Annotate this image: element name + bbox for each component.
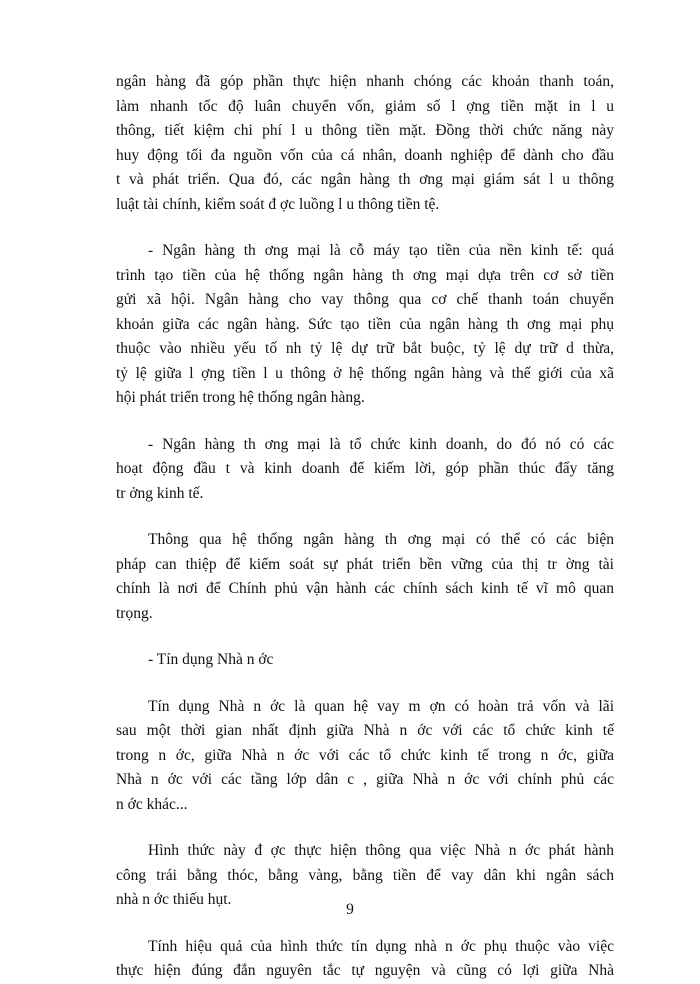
text-line: trọng. [116,604,153,622]
text-line: hoạt động đầu t và kinh doanh để kiếm lời, góp phần thúc đẩy tăng [116,460,614,477]
text-line: - Tín dụng Nhà n ớc [148,651,274,668]
paragraph-3 [116,433,614,507]
text-line: khoản giữa các ngân hàng. Sức tạo tiền của ngân hàng th ơng mại phụ [116,315,614,333]
text-line: t và phát triển. Qua đó, các ngân hàng th ơng mại giám sát l u thông [116,171,614,188]
text-line: thuộc vào nhiều yếu tố nh tỷ lệ dự trữ bắt buộc, tỷ lệ dự trữ d thừa, [116,340,614,357]
section-heading [116,648,614,673]
paragraph-5 [116,695,614,818]
text-line: nhà n ớc thiếu hụt. [116,891,232,908]
text-line: - Ngân hàng th ơng mại là tổ chức kinh doanh, do đó nó có các [148,435,614,453]
text-line: gửi xã hội. Ngân hàng cho vay thông qua cơ chế thanh toán chuyển [116,291,614,308]
page-number: 9 [346,901,354,918]
text-line: hội phát triển trong hệ thống ngân hàng. [116,389,365,406]
text-line: n ớc khác... [116,795,188,813]
text-line: - Ngân hàng th ơng mại là cỗ máy tạo tiền của nền kinh tế: quá [148,242,614,259]
text-line: Thông qua hệ thống ngân hàng th ơng mại có thể có các biện [148,531,614,548]
text-line: pháp can thiệp để kiểm soát sự phát triển bền vững của thị tr ờng tài [116,555,614,573]
text-line: trình tạo tiền của hệ thống ngân hàng th ơng mại dựa trên cơ sở tiền [116,266,614,284]
text-line: chính là nơi để Chính phủ vận hành các chính sách kinh tế vĩ mô quan [116,580,614,597]
text-line: Tín dụng Nhà n ớc là quan hệ vay m ợn có hoàn trả vốn và lãi [148,697,614,715]
text-line: ngân hàng đã góp phần thực hiện nhanh chóng các khoản thanh toán, [116,73,614,90]
text-line: luật tài chính, kiểm soát đ ợc luồng l u thông tiền tệ. [116,195,440,213]
text-line: thông, tiết kiệm chi phí l u thông tiền mặt. Đồng thời chức năng này [116,122,614,139]
page-body [116,70,614,984]
paragraph-7 [116,935,614,984]
text-line: thực hiện đúng đắn nguyên tắc tự nguyện và cũng có lợi giữa Nhà [116,962,614,979]
text-line: tr ởng kinh tế. [116,484,204,502]
text-line: Tính hiệu quả của hình thức tín dụng nhà n ớc phụ thuộc vào việc [148,937,614,955]
text-line: huy động tối đa nguồn vốn của cá nhân, doanh nghiệp để dành cho đầu [116,146,614,164]
text-line: trong n ớc, giữa Nhà n ớc với các tổ chức kinh tế trong n ớc, giữa [116,746,614,764]
paragraph-1 [116,70,614,217]
text-line: công trái bằng thóc, bằng vàng, bằng tiền để vay dân khi ngân sách [116,866,614,884]
text-line: tỷ lệ giữa l ợng tiền l u thông ở hệ thống ngân hàng và thế giới của xã [116,364,614,382]
text-line: Hình thức này đ ợc thực hiện thông qua việc Nhà n ớc phát hành [148,842,614,859]
text-line: sau một thời gian nhất định giữa Nhà n ớc với các tổ chức kinh tế [116,722,614,739]
paragraph-2 [116,239,614,411]
text-line: Nhà n ớc với các tầng lớp dân c , giữa Nhà n ớc với chính phủ các [116,771,614,788]
text-line: làm nhanh tốc độ luân chuyển vốn, giảm số l ợng tiền mặt in l u [116,97,614,115]
paragraph-4 [116,528,614,626]
